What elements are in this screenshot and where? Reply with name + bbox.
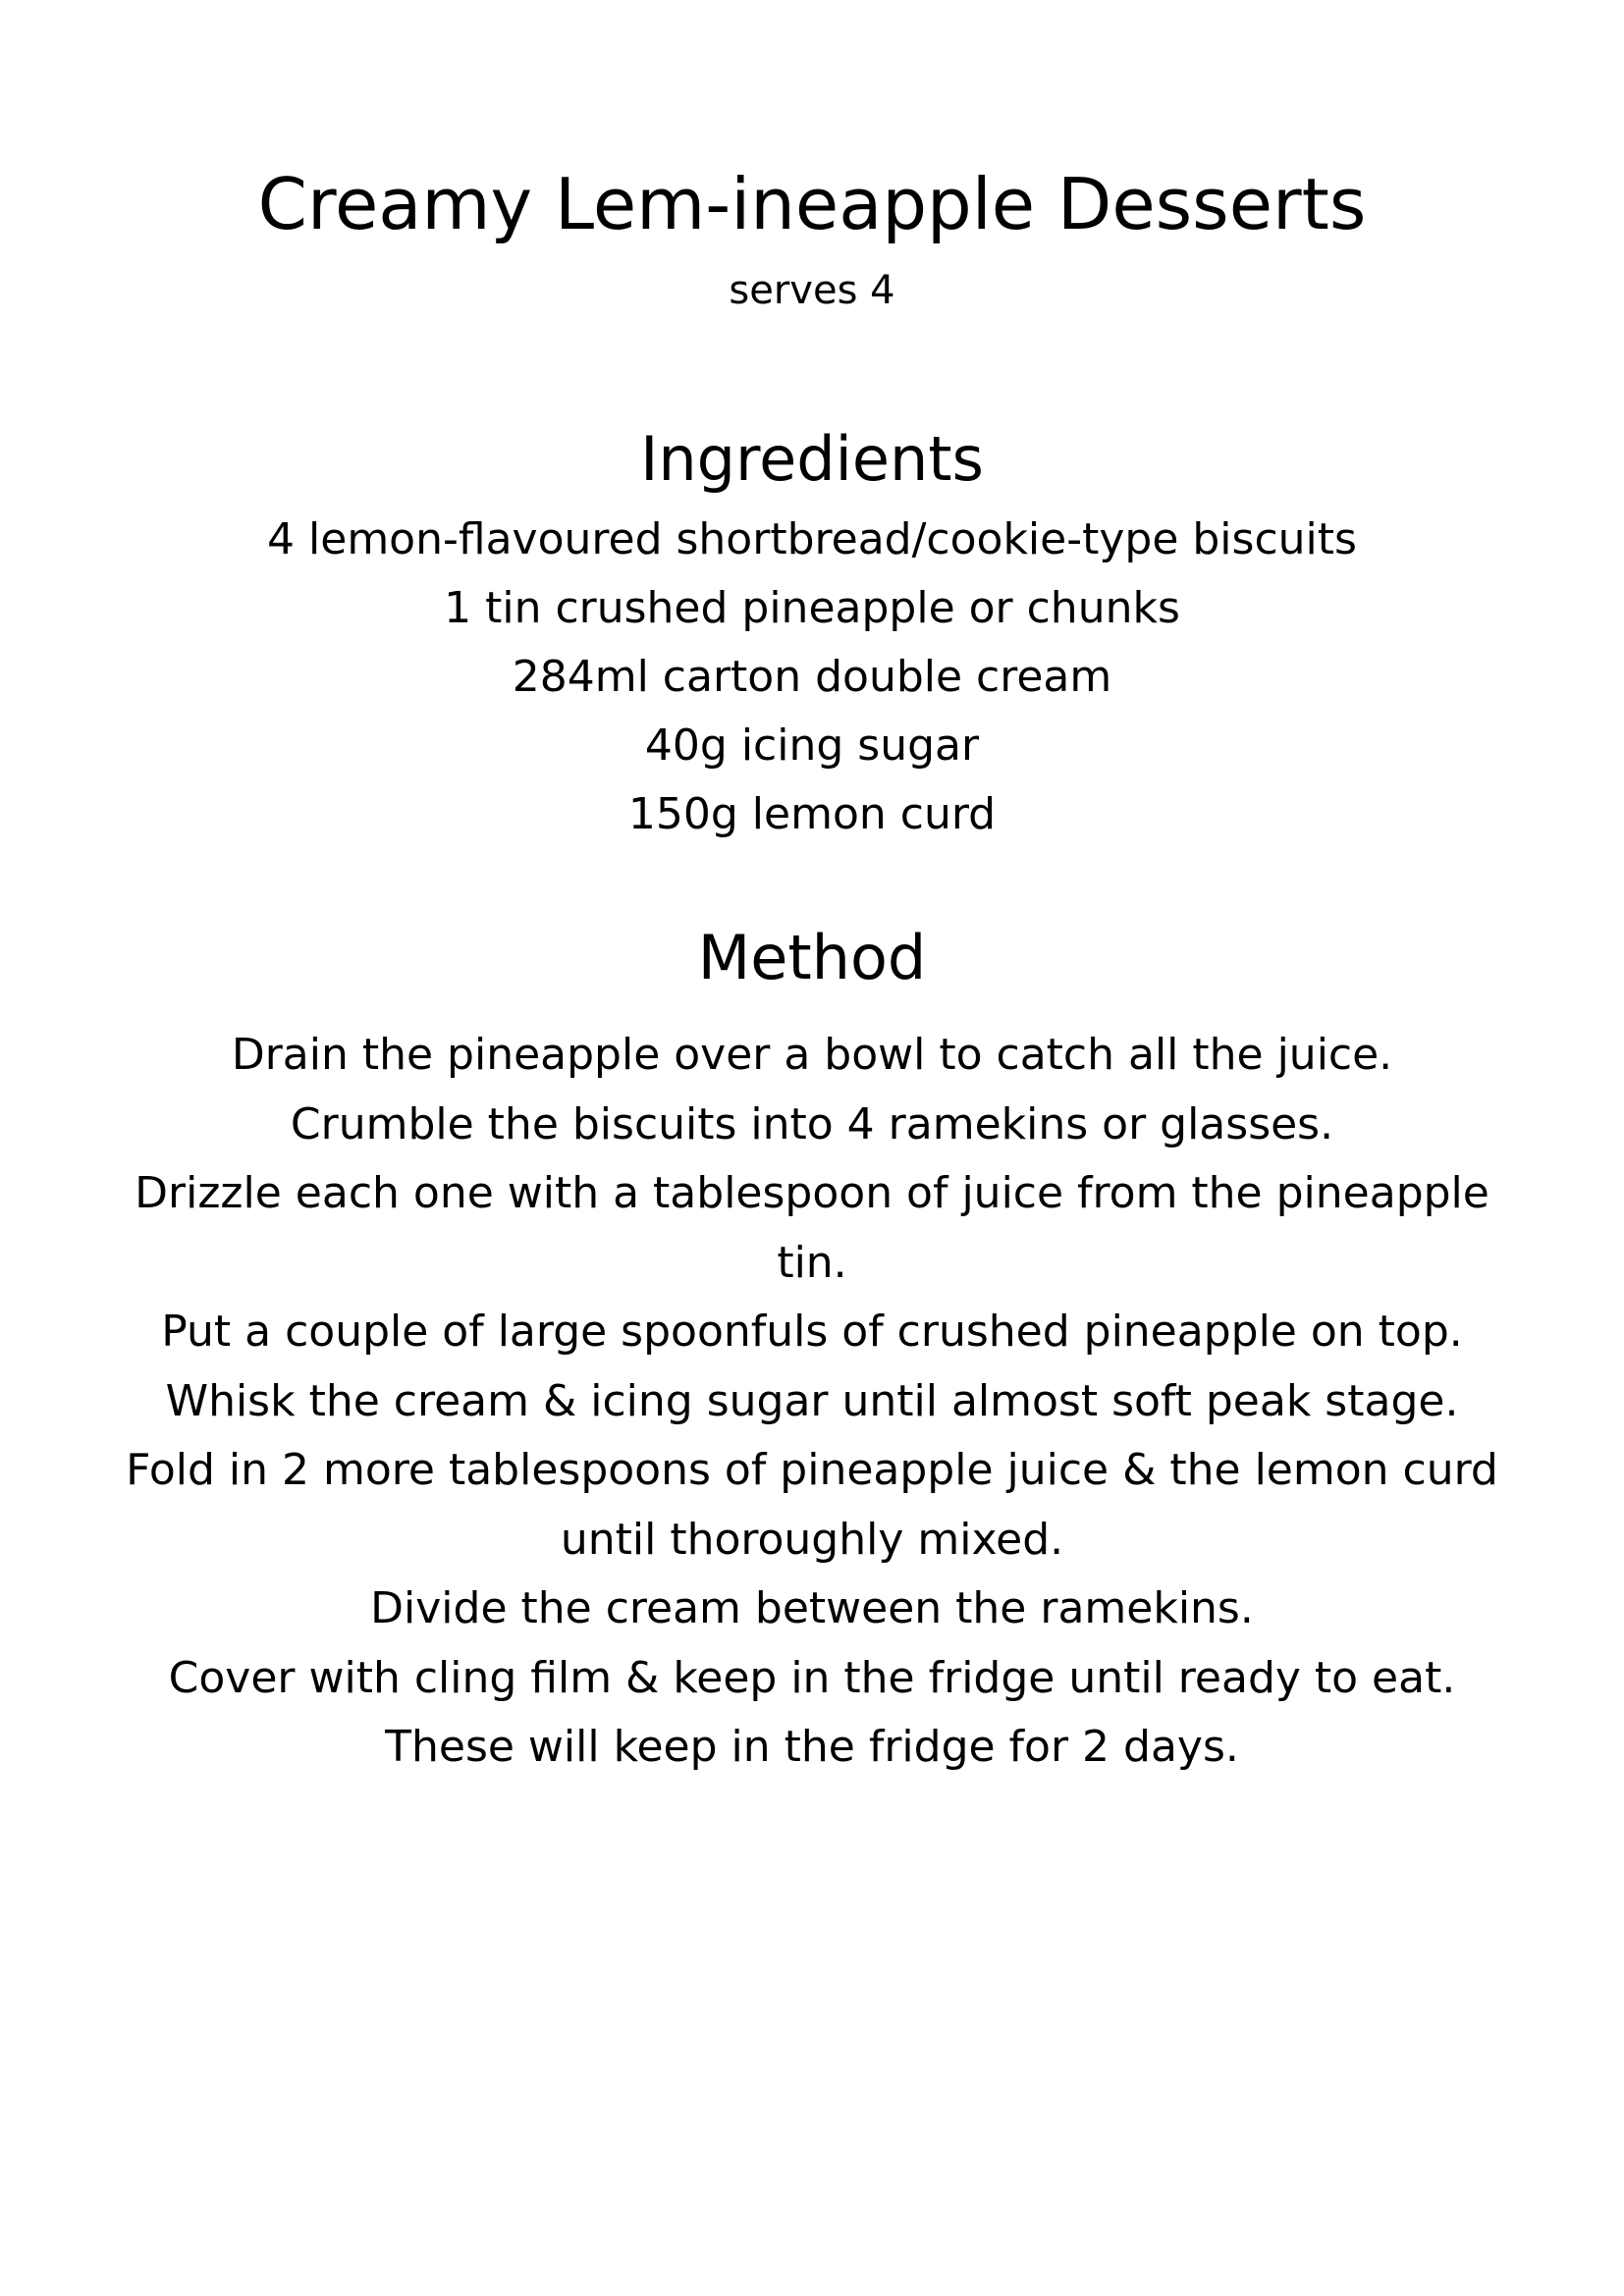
recipe-title: Creamy Lem-ineapple Desserts (257, 163, 1367, 245)
method-heading: Method (697, 922, 927, 993)
method-step: Drizzle each one with a tablespoon of juice from the pineapple tin. (135, 1168, 1489, 1288)
method-step: Crumble the biscuits into 4 ramekins or glasses. (290, 1098, 1334, 1149)
method-step: Put a couple of large spoonfuls of crushed pineapple on top. (161, 1307, 1463, 1357)
method-step: Whisk the cream & icing sugar until almost soft peak stage. (165, 1375, 1459, 1426)
ingredients-list (0, 506, 1624, 849)
method-step: Divide the cream between the ramekins. (370, 1583, 1254, 1633)
method-step: Drain the pineapple over a bowl to catch all the juice. (231, 1030, 1393, 1080)
method-step: These will keep in the fridge for 2 days. (385, 1722, 1239, 1772)
method-steps-list (118, 1021, 1506, 1783)
ingredient-item: 150g lemon curd (627, 789, 997, 839)
serves-count: serves 4 (729, 268, 895, 313)
method-step: Fold in 2 more tablespoons of pineapple juice & the lemon curd until thoroughly mixed. (126, 1445, 1498, 1565)
method-step: Cover with cling film & keep in the fridge until ready to eat. (168, 1652, 1456, 1703)
ingredient-item: 1 tin crushed pineapple or chunks (444, 583, 1180, 633)
ingredient-item: 284ml carton double cream (512, 652, 1112, 702)
ingredient-item: 40g icing sugar (644, 721, 980, 771)
ingredient-item: 4 lemon-flavoured shortbread/cookie-type biscuits (267, 514, 1357, 564)
ingredients-heading: Ingredients (640, 423, 984, 495)
